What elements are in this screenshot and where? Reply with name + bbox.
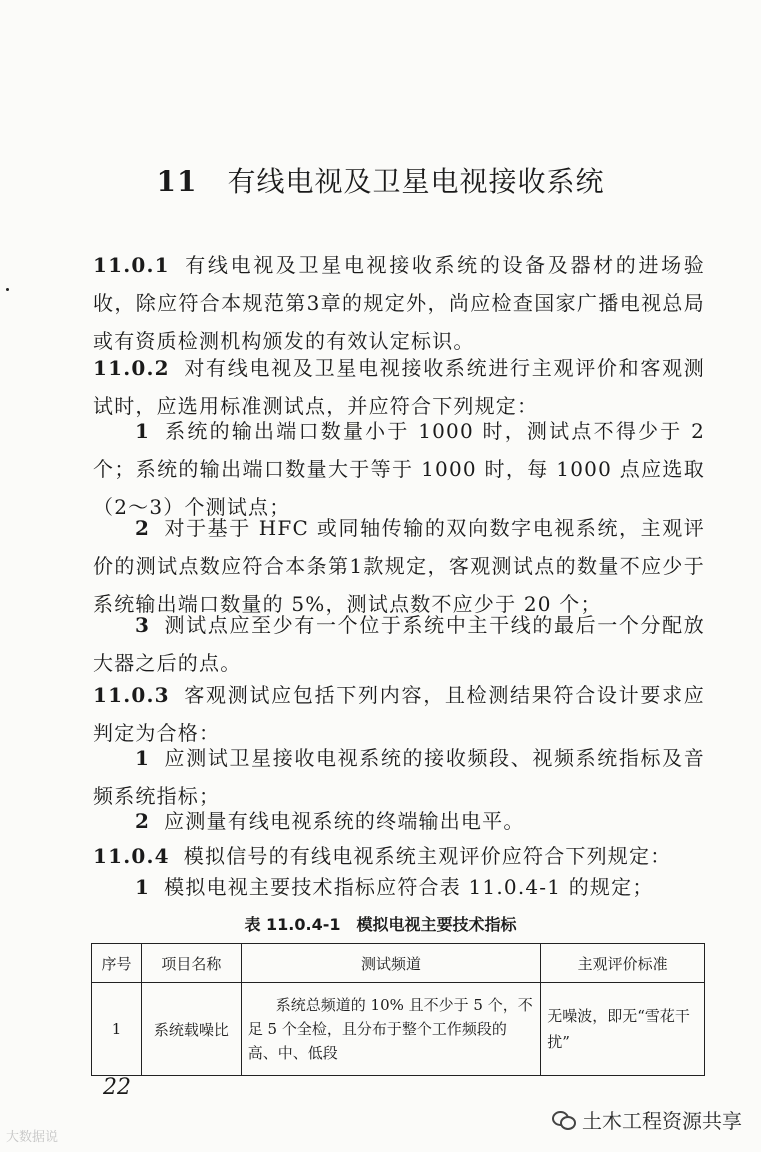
clause-11-0-1 <box>93 246 705 360</box>
table-row <box>92 983 705 1076</box>
list-item <box>93 606 705 682</box>
watermark-right-text: 土木工程资源共享 <box>582 1109 742 1133</box>
item-number: 3 <box>135 613 151 637</box>
watermark-right <box>552 1105 742 1134</box>
table-cell: 1 <box>92 983 142 1076</box>
list-item <box>93 868 705 906</box>
clause-text: 客观测试应包括下列内容，且检测结果符合设计要求应判定为合格： <box>93 683 705 745</box>
watermark-left: 大数据说 <box>6 1130 59 1145</box>
clause-text: 对有线电视及卫星电视接收系统进行主观评价和客观测试时，应选用标准测试点，并应符合下列规定： <box>93 356 705 418</box>
chapter-title-text: 有线电视及卫星电视接收系统 <box>227 165 605 198</box>
clause-number: 11.0.3 <box>93 683 170 707</box>
table-cell: 无噪波，即无“雪花干扰” <box>541 983 705 1076</box>
table-title: 表 11.0.4-1 模拟电视主要技术指标 <box>244 915 517 934</box>
item-text: 应测试卫星接收电视系统的接收频段、视频系统指标及音频系统指标； <box>93 746 705 808</box>
page-number: 22 <box>103 1075 131 1100</box>
table-header-row <box>92 944 705 983</box>
item-number: 1 <box>135 875 151 899</box>
clause-number: 11.0.2 <box>93 356 170 380</box>
item-text: 测试点应至少有一个位于系统中主干线的最后一个分配放大器之后的点。 <box>93 613 705 675</box>
item-text: 系统的输出端口数量小于 1000 时，测试点不得少于 2 个；系统的输出端口数量大于等于 1000 时，每 1000 点应选取（2～3）个测试点； <box>93 419 705 519</box>
chapter-title <box>0 160 761 200</box>
clause-number: 11.0.4 <box>93 844 170 868</box>
column-header: 序号 <box>92 944 142 983</box>
clause-text: 有线电视及卫星电视接收系统的设备及器材的进场验收，除应符合本规范第3章的规定外，尚应检查国家广播电视总局或有资质检测机构颁发的有效认定标识。 <box>93 253 705 353</box>
item-number: 2 <box>135 809 151 833</box>
list-item <box>93 802 705 840</box>
clause-text: 模拟信号的有线电视系统主观评价应符合下列规定： <box>183 844 672 868</box>
table-cell: 系统总频道的 10% 且不少于 5 个，不足 5 个全检，且分布于整个工作频段的高、中、低段 <box>241 983 540 1076</box>
column-header: 项目名称 <box>141 944 241 983</box>
column-header: 测试频道 <box>241 944 540 983</box>
clause-number: 11.0.1 <box>93 253 170 277</box>
item-number: 1 <box>135 746 151 770</box>
item-text: 模拟电视主要技术指标应符合表 11.0.4-1 的规定； <box>164 875 654 899</box>
item-number: 2 <box>135 516 151 540</box>
item-number: 1 <box>135 419 151 443</box>
item-text: 应测量有线电视系统的终端输出电平。 <box>164 809 525 833</box>
item-text: 对于基于 HFC 或同轴传输的双向数字电视系统，主观评价的测试点数应符合本条第1款规定，客观测试点的数量不应少于系统输出端口数量的 5%，测试点数不应少于 20 个； <box>93 516 705 616</box>
wechat-icon <box>552 1111 576 1129</box>
column-header: 主观评价标准 <box>541 944 705 983</box>
table-cell: 系统载噪比 <box>141 983 241 1076</box>
margin-dot <box>6 288 9 291</box>
chapter-number: 11 <box>156 165 198 198</box>
spec-table <box>91 943 705 1076</box>
